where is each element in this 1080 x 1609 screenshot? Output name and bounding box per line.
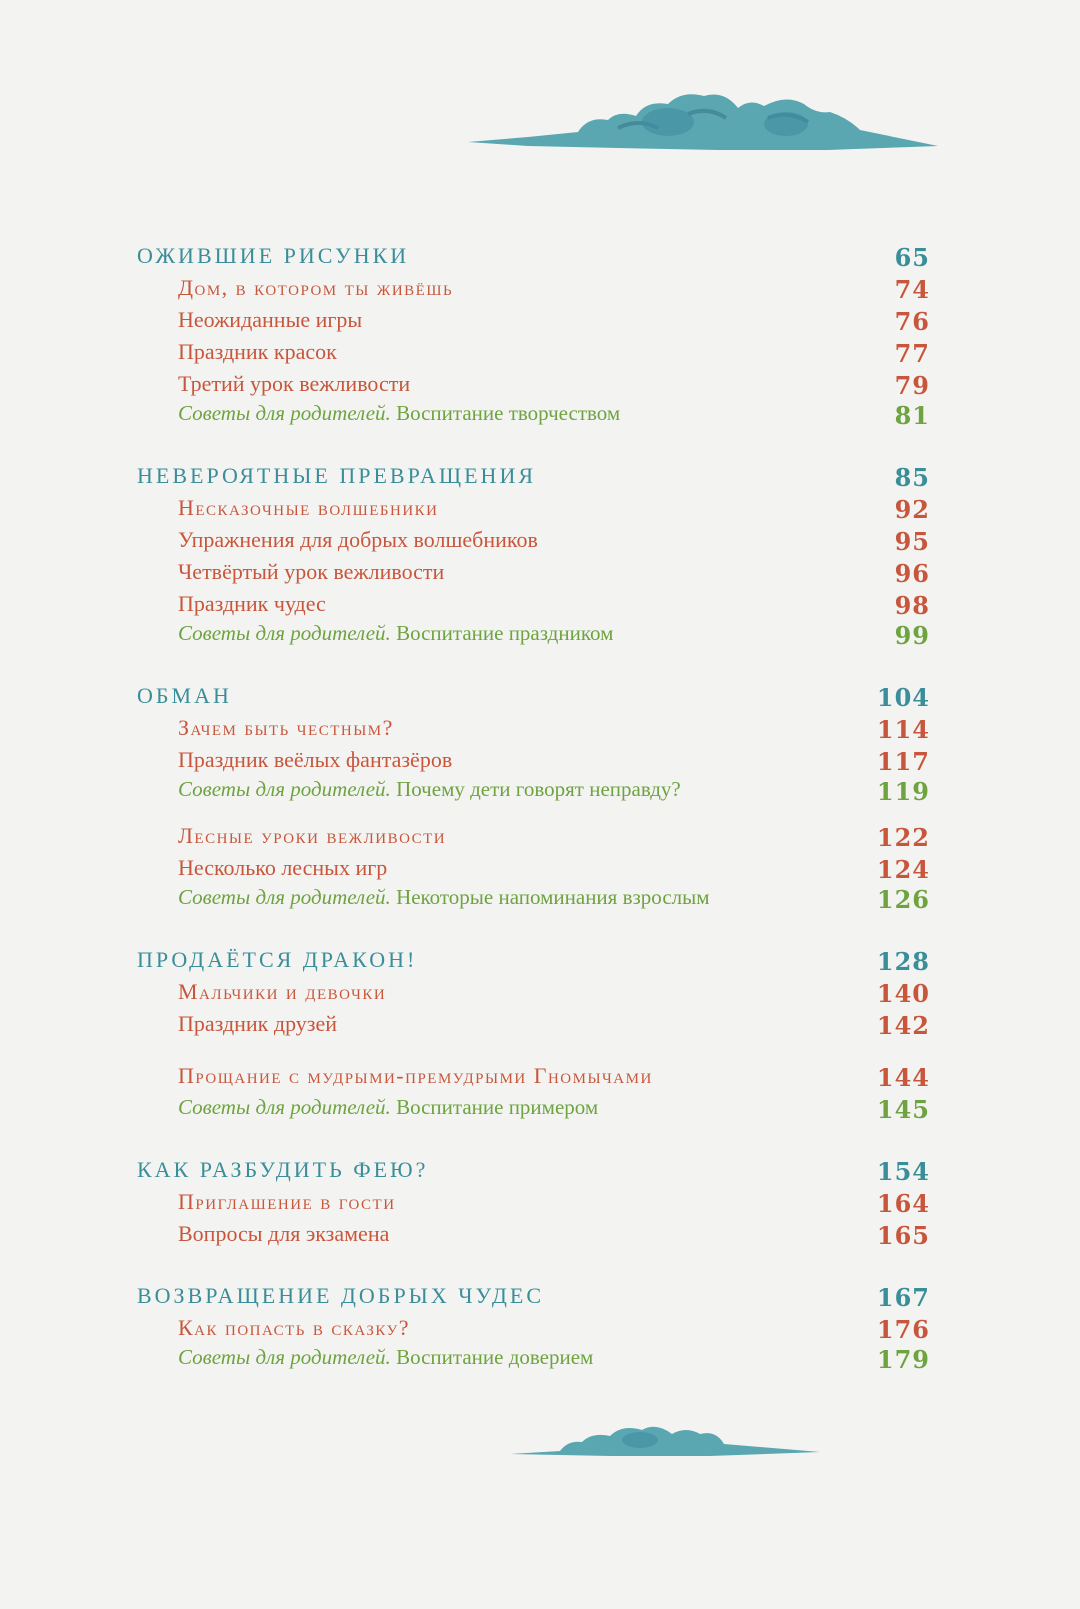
- page-number: 114: [876, 715, 930, 744]
- toc-entry-title: Упражнения для добрых волшебников: [178, 527, 538, 552]
- page-number: 104: [876, 683, 930, 712]
- toc-chapter-entry: [0, 823, 1080, 855]
- toc-entry-title: Праздник веёлых фантазёров: [178, 747, 453, 772]
- page-number: 167: [876, 1283, 930, 1312]
- page-number: 77: [894, 339, 930, 368]
- toc-entry-title: Праздник друзей: [178, 1011, 338, 1036]
- toc-entry-title: Дом, в котором ты живёшь: [178, 275, 454, 300]
- toc-entry-title: ВОЗВРАЩЕНИЕ ДОБРЫХ ЧУДЕС: [137, 1283, 545, 1308]
- toc-chapter-entry: [0, 527, 1080, 559]
- toc-chapter-entry: [0, 1221, 1080, 1253]
- toc-chapter-entry: [0, 371, 1080, 403]
- page-number: 142: [876, 1011, 930, 1040]
- toc-entry-title: Как попасть в сказку?: [178, 1315, 410, 1340]
- toc-entry-title: Третий урок вежливости: [178, 371, 411, 396]
- page-number: 122: [876, 823, 930, 852]
- page-number: 119: [876, 777, 930, 806]
- toc-chapter-entry: [0, 275, 1080, 307]
- toc-entry-title: [178, 885, 710, 910]
- page-number: 74: [894, 275, 930, 304]
- toc-part-entry: [0, 1283, 1080, 1315]
- page-number: 85: [894, 463, 930, 492]
- page-number: 65: [894, 243, 930, 272]
- toc-entry-title: [178, 621, 613, 646]
- advice-title: Воспитание примером: [396, 1095, 599, 1119]
- toc-chapter-entry: [0, 747, 1080, 779]
- toc-chapter-entry: [0, 495, 1080, 527]
- toc-entry-title: Вопросы для экзамена: [178, 1221, 390, 1246]
- toc-entry-title: ПРОДАЁТСЯ ДРАКОН!: [137, 947, 418, 972]
- toc-part-entry: [0, 947, 1080, 979]
- page-number: 124: [876, 855, 930, 884]
- advice-title: Воспитание творчеством: [396, 401, 621, 425]
- page-number: 76: [894, 307, 930, 336]
- toc-entry-title: [178, 401, 620, 426]
- page-number: 92: [894, 495, 930, 524]
- toc-entry-title: Праздник чудес: [178, 591, 326, 616]
- toc-chapter-entry: [0, 979, 1080, 1011]
- toc-chapter-entry: [0, 1011, 1080, 1043]
- page-number: 128: [876, 947, 930, 976]
- page-number: 126: [876, 885, 930, 914]
- toc-entry-title: Неожиданные игры: [178, 307, 363, 332]
- advice-lead: Советы для родителей.: [178, 401, 391, 425]
- toc-chapter-entry: [0, 307, 1080, 339]
- page-number: 81: [894, 401, 930, 430]
- advice-title: Почему дети говорят неправду?: [396, 777, 681, 801]
- page-number: 99: [894, 621, 930, 650]
- toc-advice-entry: [0, 1345, 1080, 1377]
- page-number: 179: [876, 1345, 930, 1374]
- advice-lead: Советы для родителей.: [178, 777, 391, 801]
- advice-title: Некоторые напоминания взрослым: [396, 885, 710, 909]
- page-number: 176: [876, 1315, 930, 1344]
- toc-chapter-entry: [0, 715, 1080, 747]
- advice-lead: Советы для родителей.: [178, 885, 391, 909]
- toc-entry-title: Праздник красок: [178, 339, 337, 364]
- toc-advice-entry: [0, 1095, 1080, 1127]
- toc-advice-entry: [0, 885, 1080, 917]
- toc-entry-title: Несколько лесных игр: [178, 855, 388, 880]
- toc-chapter-entry: [0, 591, 1080, 623]
- toc-entry-title: Четвёртый урок вежливости: [178, 559, 445, 584]
- cloud-ornament-bottom: [510, 1418, 820, 1468]
- toc-entry-title: [178, 1095, 598, 1120]
- toc-entry-title: ОБМАН: [137, 683, 232, 708]
- page-number: 154: [876, 1157, 930, 1186]
- advice-title: Воспитание доверием: [396, 1345, 594, 1369]
- page-number: 165: [876, 1221, 930, 1250]
- toc-entry-title: ОЖИВШИЕ РИСУНКИ: [137, 243, 410, 268]
- toc-entry-title: [178, 1345, 593, 1370]
- toc-chapter-entry: [0, 1315, 1080, 1347]
- advice-lead: Советы для родителей.: [178, 1095, 391, 1119]
- page-number: 79: [894, 371, 930, 400]
- page-number: 95: [894, 527, 930, 556]
- toc-entry-title: КАК РАЗБУДИТЬ ФЕЮ?: [137, 1157, 429, 1182]
- page-number: 145: [876, 1095, 930, 1124]
- page-number: 98: [894, 591, 930, 620]
- toc-entry-title: Приглашение в гости: [178, 1189, 396, 1214]
- toc-chapter-entry: [0, 559, 1080, 591]
- toc-entry-title: Мальчики и девочки: [178, 979, 387, 1004]
- advice-title: Воспитание праздником: [396, 621, 614, 645]
- toc-chapter-entry: [0, 339, 1080, 371]
- page-number: 164: [876, 1189, 930, 1218]
- advice-lead: Советы для родителей.: [178, 621, 391, 645]
- toc-entry-title: Прощание с мудрыми-премудрыми Гномычами: [178, 1063, 653, 1088]
- page-number: 117: [876, 747, 930, 776]
- toc-entry-title: Лесные уроки вежливости: [178, 823, 447, 848]
- toc-advice-entry: [0, 621, 1080, 653]
- toc-chapter-entry: [0, 855, 1080, 887]
- page-number: 140: [876, 979, 930, 1008]
- toc-advice-entry: [0, 401, 1080, 433]
- cloud-ornament-top: [468, 88, 938, 168]
- advice-lead: Советы для родителей.: [178, 1345, 391, 1369]
- page-number: 144: [876, 1063, 930, 1092]
- page-number: 96: [894, 559, 930, 588]
- toc-chapter-entry: [0, 1189, 1080, 1221]
- toc-part-entry: [0, 463, 1080, 495]
- toc-entry-title: Несказочные волшебники: [178, 495, 439, 520]
- toc-advice-entry: [0, 777, 1080, 809]
- toc-part-entry: [0, 243, 1080, 275]
- toc-part-entry: [0, 683, 1080, 715]
- toc-entry-title: Зачем быть честным?: [178, 715, 394, 740]
- toc-entry-title: [178, 777, 681, 802]
- toc-chapter-entry: [0, 1063, 1080, 1095]
- toc-entry-title: НЕВЕРОЯТНЫЕ ПРЕВРАЩЕНИЯ: [137, 463, 536, 488]
- toc-part-entry: [0, 1157, 1080, 1189]
